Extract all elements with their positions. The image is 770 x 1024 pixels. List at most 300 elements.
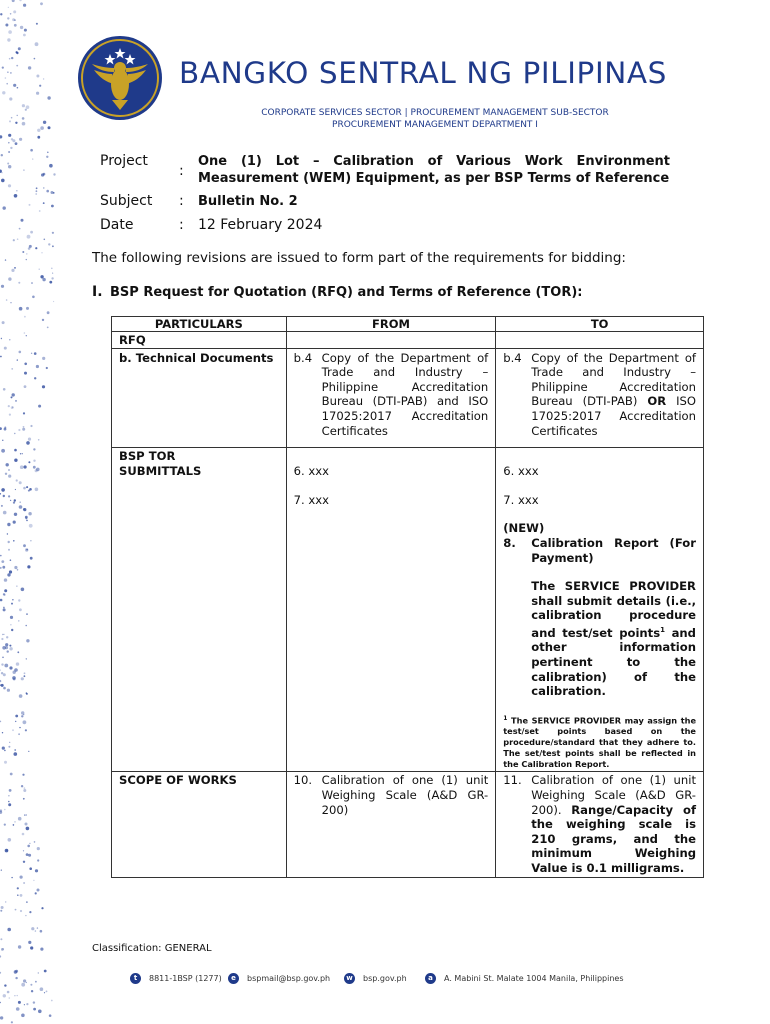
- decorative-dot: [8, 142, 10, 144]
- contact-email: [228, 973, 330, 984]
- decorative-dot: [7, 38, 10, 41]
- decorative-dot: [22, 833, 25, 836]
- decorative-dot: [11, 406, 14, 409]
- bank-name: BANGKO SENTRAL NG PILIPINAS: [179, 56, 668, 90]
- decorative-dot: [13, 502, 15, 504]
- decorative-dot: [1, 684, 4, 687]
- decorative-dot: [4, 761, 7, 764]
- section-title: BSP Request for Quotation (RFQ) and Terms of Reference (TOR):: [110, 285, 583, 300]
- decorative-dot: [3, 994, 6, 997]
- intro-text: The following revisions are issued to form part of the requirements for bidding:: [92, 250, 626, 266]
- decorative-dot: [3, 388, 6, 391]
- decorative-dot: [14, 267, 16, 269]
- decorative-dot: [10, 13, 12, 15]
- decorative-dot: [14, 749, 16, 751]
- table-row: [112, 332, 704, 349]
- decorative-dot: [23, 169, 25, 171]
- decorative-dot: [3, 687, 6, 690]
- decorative-dot: [7, 573, 10, 576]
- decorative-dot: [27, 565, 30, 568]
- decorative-dot: [18, 599, 20, 601]
- decorative-dot: [21, 785, 23, 787]
- decorative-dot: [23, 850, 24, 851]
- header-particulars: PARTICULARS: [112, 317, 287, 332]
- decorative-dot: [1, 172, 2, 173]
- decorative-dot: [10, 147, 12, 149]
- decorative-dot: [15, 122, 17, 124]
- bsp-tor-cell: [112, 448, 287, 772]
- decorative-dot: [10, 616, 13, 619]
- decorative-dot: [29, 204, 31, 206]
- decorative-dot: [37, 889, 40, 892]
- project-label: Project: [100, 153, 148, 169]
- tech-to-num: b.4: [503, 350, 522, 365]
- decorative-dot: [26, 693, 28, 695]
- tech-docs-label: b. Technical Documents: [112, 348, 287, 448]
- decorative-dot: [5, 849, 9, 853]
- contact-web: [344, 973, 407, 984]
- decorative-dot: [2, 747, 5, 750]
- footnote-sup: 1: [503, 714, 508, 722]
- decorative-dot: [17, 359, 18, 360]
- decorative-dot: [0, 356, 2, 358]
- decorative-dot: [23, 882, 25, 884]
- decorative-dot: [21, 588, 25, 592]
- decorative-dot: [19, 481, 22, 484]
- decorative-dot: [41, 252, 42, 253]
- decorative-dot: [49, 1014, 52, 1017]
- decorative-dot: [37, 136, 40, 139]
- decorative-dot: [43, 202, 45, 204]
- subject-value: Bulletin No. 2: [198, 194, 298, 209]
- decorative-dot: [4, 427, 6, 429]
- bsp-logo-icon: [76, 34, 164, 122]
- decorative-dot: [30, 231, 33, 234]
- decorative-dot: [14, 459, 17, 462]
- phone-icon: t: [130, 973, 141, 984]
- decorative-dot: [15, 142, 18, 145]
- decorative-dot: [19, 694, 23, 698]
- decorative-dot: [36, 75, 39, 78]
- decorative-dot: [5, 77, 7, 79]
- decorative-dot: [28, 941, 31, 944]
- decorative-dot: [40, 987, 44, 991]
- decorative-dot: [12, 729, 14, 731]
- date-colon: :: [179, 217, 184, 233]
- decorative-dot: [14, 433, 15, 434]
- decorative-dot: [9, 666, 12, 669]
- decorative-dot: [19, 138, 22, 141]
- decorative-dot: [8, 151, 10, 153]
- decorative-dot: [24, 316, 26, 318]
- decorative-dot: [1, 560, 4, 563]
- decorative-dot: [24, 672, 26, 674]
- decorative-dot: [34, 352, 37, 355]
- decorative-dot: [9, 997, 11, 999]
- decorative-dot: [40, 948, 43, 951]
- submittals-to: [496, 448, 704, 772]
- decorative-dot: [26, 253, 27, 254]
- decorative-dot: [19, 727, 20, 728]
- decorative-dot: [29, 245, 32, 248]
- decorative-dot: [38, 439, 40, 441]
- decorative-dot: [2, 91, 5, 94]
- decorative-dot: [15, 400, 17, 402]
- decorative-dot: [18, 47, 21, 50]
- decorative-dot: [14, 24, 17, 27]
- rfq-label: RFQ: [112, 332, 287, 349]
- decorative-dot: [24, 332, 26, 334]
- decorative-dot: [7, 72, 8, 73]
- decorative-dot: [7, 928, 11, 932]
- decorative-dot: [11, 877, 12, 878]
- scope-to-item: [503, 773, 696, 875]
- decorative-dot: [47, 327, 49, 329]
- sub-from-7: 7. xxx: [293, 492, 329, 507]
- decorative-dot: [25, 915, 26, 916]
- decorative-dot: [51, 268, 53, 270]
- decorative-dot: [0, 427, 2, 430]
- decorative-dot: [1, 906, 4, 909]
- decorative-dot: [33, 466, 36, 469]
- decorative-dot: [25, 625, 27, 627]
- address-icon: a: [425, 973, 436, 984]
- decorative-dot: [26, 982, 27, 983]
- decorative-dot: [4, 750, 6, 752]
- decorative-dot: [14, 821, 15, 822]
- decorative-dot: [23, 487, 26, 490]
- scope-from: [286, 772, 496, 877]
- decorative-dot: [46, 156, 48, 158]
- decorative-dot: [17, 894, 19, 896]
- decorative-dot: [1, 870, 2, 871]
- decorative-dot: [10, 302, 11, 303]
- decorative-dot: [36, 23, 38, 25]
- decorative-dot: [1, 285, 4, 288]
- decorative-dot: [26, 520, 28, 522]
- decorative-dot: [26, 549, 28, 551]
- web-text[interactable]: bsp.gov.ph: [363, 974, 407, 983]
- item-8-body-text: The SERVICE PROVIDER shall submit details (i.e., calibration procedure and test/set points: [531, 579, 696, 640]
- decorative-dot: [16, 586, 17, 587]
- decorative-dot: [33, 1001, 35, 1003]
- decorative-dot: [30, 984, 32, 986]
- decorative-dot: [8, 405, 10, 407]
- decorative-dot: [14, 499, 16, 501]
- decorative-dot: [30, 149, 33, 152]
- decorative-dot: [8, 475, 11, 478]
- decorative-dot: [26, 1003, 28, 1005]
- decorative-dot: [35, 247, 37, 249]
- decorative-dot: [15, 489, 16, 490]
- decorative-dot: [42, 278, 45, 281]
- decorative-dot: [31, 990, 33, 992]
- decorative-dot: [16, 51, 18, 53]
- decorative-dot: [46, 190, 49, 193]
- decorative-dot: [3, 593, 5, 595]
- decorative-dot: [22, 122, 26, 126]
- scope-to-num: 11.: [503, 773, 522, 788]
- decorative-dot: [4, 809, 6, 811]
- decorative-dot: [16, 65, 18, 67]
- decorative-dot: [35, 193, 37, 195]
- email-text[interactable]: bspmail@bsp.gov.ph: [247, 974, 331, 983]
- decorative-dot: [5, 646, 8, 649]
- decorative-dot: [30, 946, 33, 949]
- decorative-dot: [0, 1016, 3, 1019]
- decorative-dot: [52, 273, 53, 274]
- decorative-dot: [51, 277, 53, 279]
- decorative-dot: [38, 1010, 42, 1014]
- decorative-dot: [7, 689, 10, 692]
- decorative-dot: [24, 385, 27, 388]
- decorative-dot: [48, 243, 50, 245]
- decorative-dot: [39, 269, 40, 270]
- decorative-dot: [26, 639, 29, 642]
- decorative-dot: [40, 2, 43, 5]
- sub-from-6: 6. xxx: [293, 464, 329, 479]
- decorative-dot: [33, 448, 35, 450]
- decorative-dot: [7, 991, 10, 994]
- decorative-dot: [15, 715, 18, 718]
- decorative-dot: [26, 486, 28, 488]
- decorative-dot: [32, 158, 33, 159]
- footnote: [503, 713, 696, 771]
- decorative-dot: [19, 501, 21, 503]
- decorative-dot: [8, 469, 10, 471]
- decorative-dot: [30, 540, 31, 541]
- decorative-dot: [26, 335, 27, 336]
- decorative-dot: [29, 911, 31, 913]
- rfq-to-empty: [496, 332, 704, 349]
- decorative-dot: [8, 541, 10, 543]
- decorative-dot: [8, 801, 10, 803]
- decorative-dot: [40, 930, 43, 933]
- item-8-body-text-2: and other information pertinent to the calibration) of the calibration.: [531, 625, 696, 699]
- decorative-dot: [8, 184, 11, 187]
- decorative-dot: [35, 981, 37, 983]
- decorative-dot: [47, 152, 49, 154]
- decorative-dot: [37, 859, 39, 861]
- decorative-dot: [18, 817, 22, 821]
- decorative-dot: [51, 1000, 53, 1002]
- decorative-dot: [31, 282, 33, 284]
- tech-to-or: OR: [647, 394, 667, 409]
- scope-from-num: 10.: [293, 773, 313, 788]
- decorative-dot: [17, 651, 19, 653]
- decorative-dot: [17, 887, 19, 889]
- sector-line-1: CORPORATE SERVICES SECTOR | PROCUREMENT MANAGEMENT SUB-SECTOR: [261, 108, 609, 118]
- table-row: [112, 448, 704, 772]
- decorative-dot: [18, 620, 19, 621]
- address-text: A. Mabini St. Malate 1004 Manila, Philippines: [444, 974, 624, 983]
- decorative-dot: [5, 259, 6, 260]
- decorative-dot: [21, 677, 24, 680]
- scope-to-bold: Range/Capacity of the weighing scale is 210 grams, and the minimum Weighing Value is 0.1 milligrams.: [531, 802, 696, 876]
- decorative-dot: [0, 721, 1, 723]
- decorative-dot: [9, 414, 11, 416]
- decorative-dot: [1, 449, 5, 453]
- decorative-dot: [36, 92, 39, 95]
- decorative-dot: [2, 206, 5, 209]
- decorative-dot: [10, 773, 13, 776]
- scope-to-text: Calibration of one (1) unit Weighing Scale (A&D GR-200).: [531, 773, 696, 817]
- decorative-dot: [36, 187, 38, 189]
- sub-to-6: 6. xxx: [503, 464, 539, 479]
- decorative-dot: [23, 789, 26, 792]
- decorative-dot: [19, 505, 23, 509]
- decorative-dot: [7, 163, 9, 165]
- decorative-dot: [7, 523, 10, 526]
- decorative-dot: [11, 1021, 13, 1023]
- decorative-dot: [30, 557, 33, 560]
- decorative-dot: [36, 365, 39, 368]
- decorative-dot: [49, 164, 53, 168]
- decorative-dot: [8, 495, 10, 497]
- decorative-dot: [42, 385, 45, 388]
- decorative-dot: [28, 438, 31, 441]
- decorative-dot: [25, 823, 28, 826]
- decorative-dot: [2, 67, 4, 69]
- decorative-dot: [24, 29, 27, 32]
- decorative-dot: [28, 512, 31, 515]
- table-row: [112, 348, 704, 448]
- decorative-dot: [48, 126, 51, 129]
- department-header: [200, 107, 670, 131]
- decorative-dot: [26, 901, 28, 903]
- tech-to-text-a: Copy of the Department of Trade and Industry – Philippine Accreditation Bureau (DTI-PAB): [531, 350, 696, 409]
- decorative-dot: [3, 607, 5, 609]
- decorative-dot: [42, 357, 45, 360]
- decorative-dot: [21, 983, 25, 987]
- decorative-dot: [10, 624, 11, 625]
- decorative-dot: [15, 909, 17, 911]
- decorative-dot: [8, 795, 9, 796]
- decorative-dot: [23, 4, 26, 7]
- decorative-dot: [10, 559, 12, 561]
- decorative-dot: [9, 120, 11, 122]
- decorative-dot: [20, 465, 24, 469]
- decorative-dot: [8, 134, 11, 137]
- decorative-dot: [8, 30, 12, 34]
- tech-docs-from: [286, 348, 496, 448]
- decorative-dot: [32, 296, 35, 299]
- decorative-dot: [21, 1014, 25, 1018]
- decorative-dot: [17, 87, 19, 89]
- decorative-dot: [28, 461, 30, 463]
- decorative-dot: [3, 495, 5, 497]
- decorative-dot: [14, 194, 18, 198]
- decorative-dot: [24, 465, 27, 468]
- decorative-dot: [0, 13, 2, 15]
- decorative-dot: [35, 469, 38, 472]
- decorative-dot: [9, 58, 11, 60]
- decorative-dot: [3, 608, 6, 611]
- web-icon: w: [344, 973, 355, 984]
- decorative-dot: [27, 235, 31, 239]
- decorative-dot: [9, 339, 10, 340]
- decorative-dot: [14, 995, 15, 996]
- decorative-dot: [16, 479, 18, 481]
- decorative-dot: [47, 96, 50, 99]
- decorative-dot: [16, 1007, 20, 1011]
- decorative-dot: [11, 269, 14, 272]
- decorative-dot: [17, 238, 19, 240]
- decorative-dot: [4, 664, 8, 668]
- decorative-dot: [1, 505, 3, 507]
- decorative-dot: [27, 845, 30, 848]
- decorative-dot: [13, 84, 16, 87]
- decorative-dot: [44, 970, 47, 973]
- decorative-dot: [51, 191, 54, 194]
- decorative-dot: [0, 670, 1, 671]
- decorative-dot: [2, 732, 3, 733]
- decorative-dot: [44, 992, 45, 993]
- decorative-dot: [23, 798, 25, 800]
- decorative-dot: [23, 412, 25, 414]
- decorative-dot: [11, 396, 13, 398]
- decorative-dot: [52, 232, 54, 234]
- decorative-dot: [0, 135, 2, 138]
- decorative-dot: [1, 488, 5, 492]
- decorative-dot: [53, 301, 54, 302]
- decorative-dot: [2, 440, 3, 441]
- decorative-dot: [35, 488, 39, 492]
- decorative-dot: [13, 239, 15, 241]
- decorative-dot: [43, 187, 44, 188]
- decorative-dot: [36, 190, 38, 192]
- header-to: TO: [496, 317, 704, 332]
- decorative-dot: [49, 281, 52, 284]
- decorative-dot: [5, 473, 7, 475]
- decorative-dot: [26, 441, 30, 445]
- item-8-sup: 1: [660, 625, 666, 634]
- decorative-dot: [1, 672, 3, 674]
- decorative-dot: [9, 570, 12, 573]
- decorative-dot: [29, 843, 30, 844]
- decorative-dot: [42, 319, 44, 321]
- date-label: Date: [100, 217, 134, 233]
- decorative-dot: [20, 453, 21, 454]
- decorative-dot: [13, 678, 16, 681]
- decorative-dot: [13, 540, 15, 542]
- phone-text: 8811-1BSP (1277): [149, 974, 222, 983]
- decorative-dot: [16, 662, 19, 665]
- decorative-dot: [43, 121, 46, 124]
- decorative-dot: [13, 10, 16, 13]
- decorative-dot: [5, 901, 6, 902]
- submittals-from: [286, 448, 496, 772]
- decorative-dot: [12, 599, 13, 600]
- tech-to-item: [503, 351, 696, 439]
- decorative-dot: [53, 173, 55, 175]
- decorative-dot: [8, 277, 11, 280]
- decorative-dot: [33, 460, 35, 462]
- decorative-dot: [28, 854, 31, 857]
- decorative-dot: [4, 984, 6, 986]
- decorative-dot: [37, 847, 40, 850]
- rfq-from-empty: [286, 332, 496, 349]
- decorative-dot: [19, 307, 23, 311]
- subject-label: Subject: [100, 193, 153, 209]
- decorative-dot: [35, 869, 38, 872]
- decorative-dot: [51, 205, 54, 208]
- decorative-dot: [12, 139, 15, 142]
- decorative-dot: [23, 34, 26, 37]
- decorative-dot: [0, 493, 1, 495]
- sector-line-2: PROCUREMENT MANAGEMENT DEPARTMENT I: [332, 120, 538, 130]
- decorative-dot: [20, 876, 23, 879]
